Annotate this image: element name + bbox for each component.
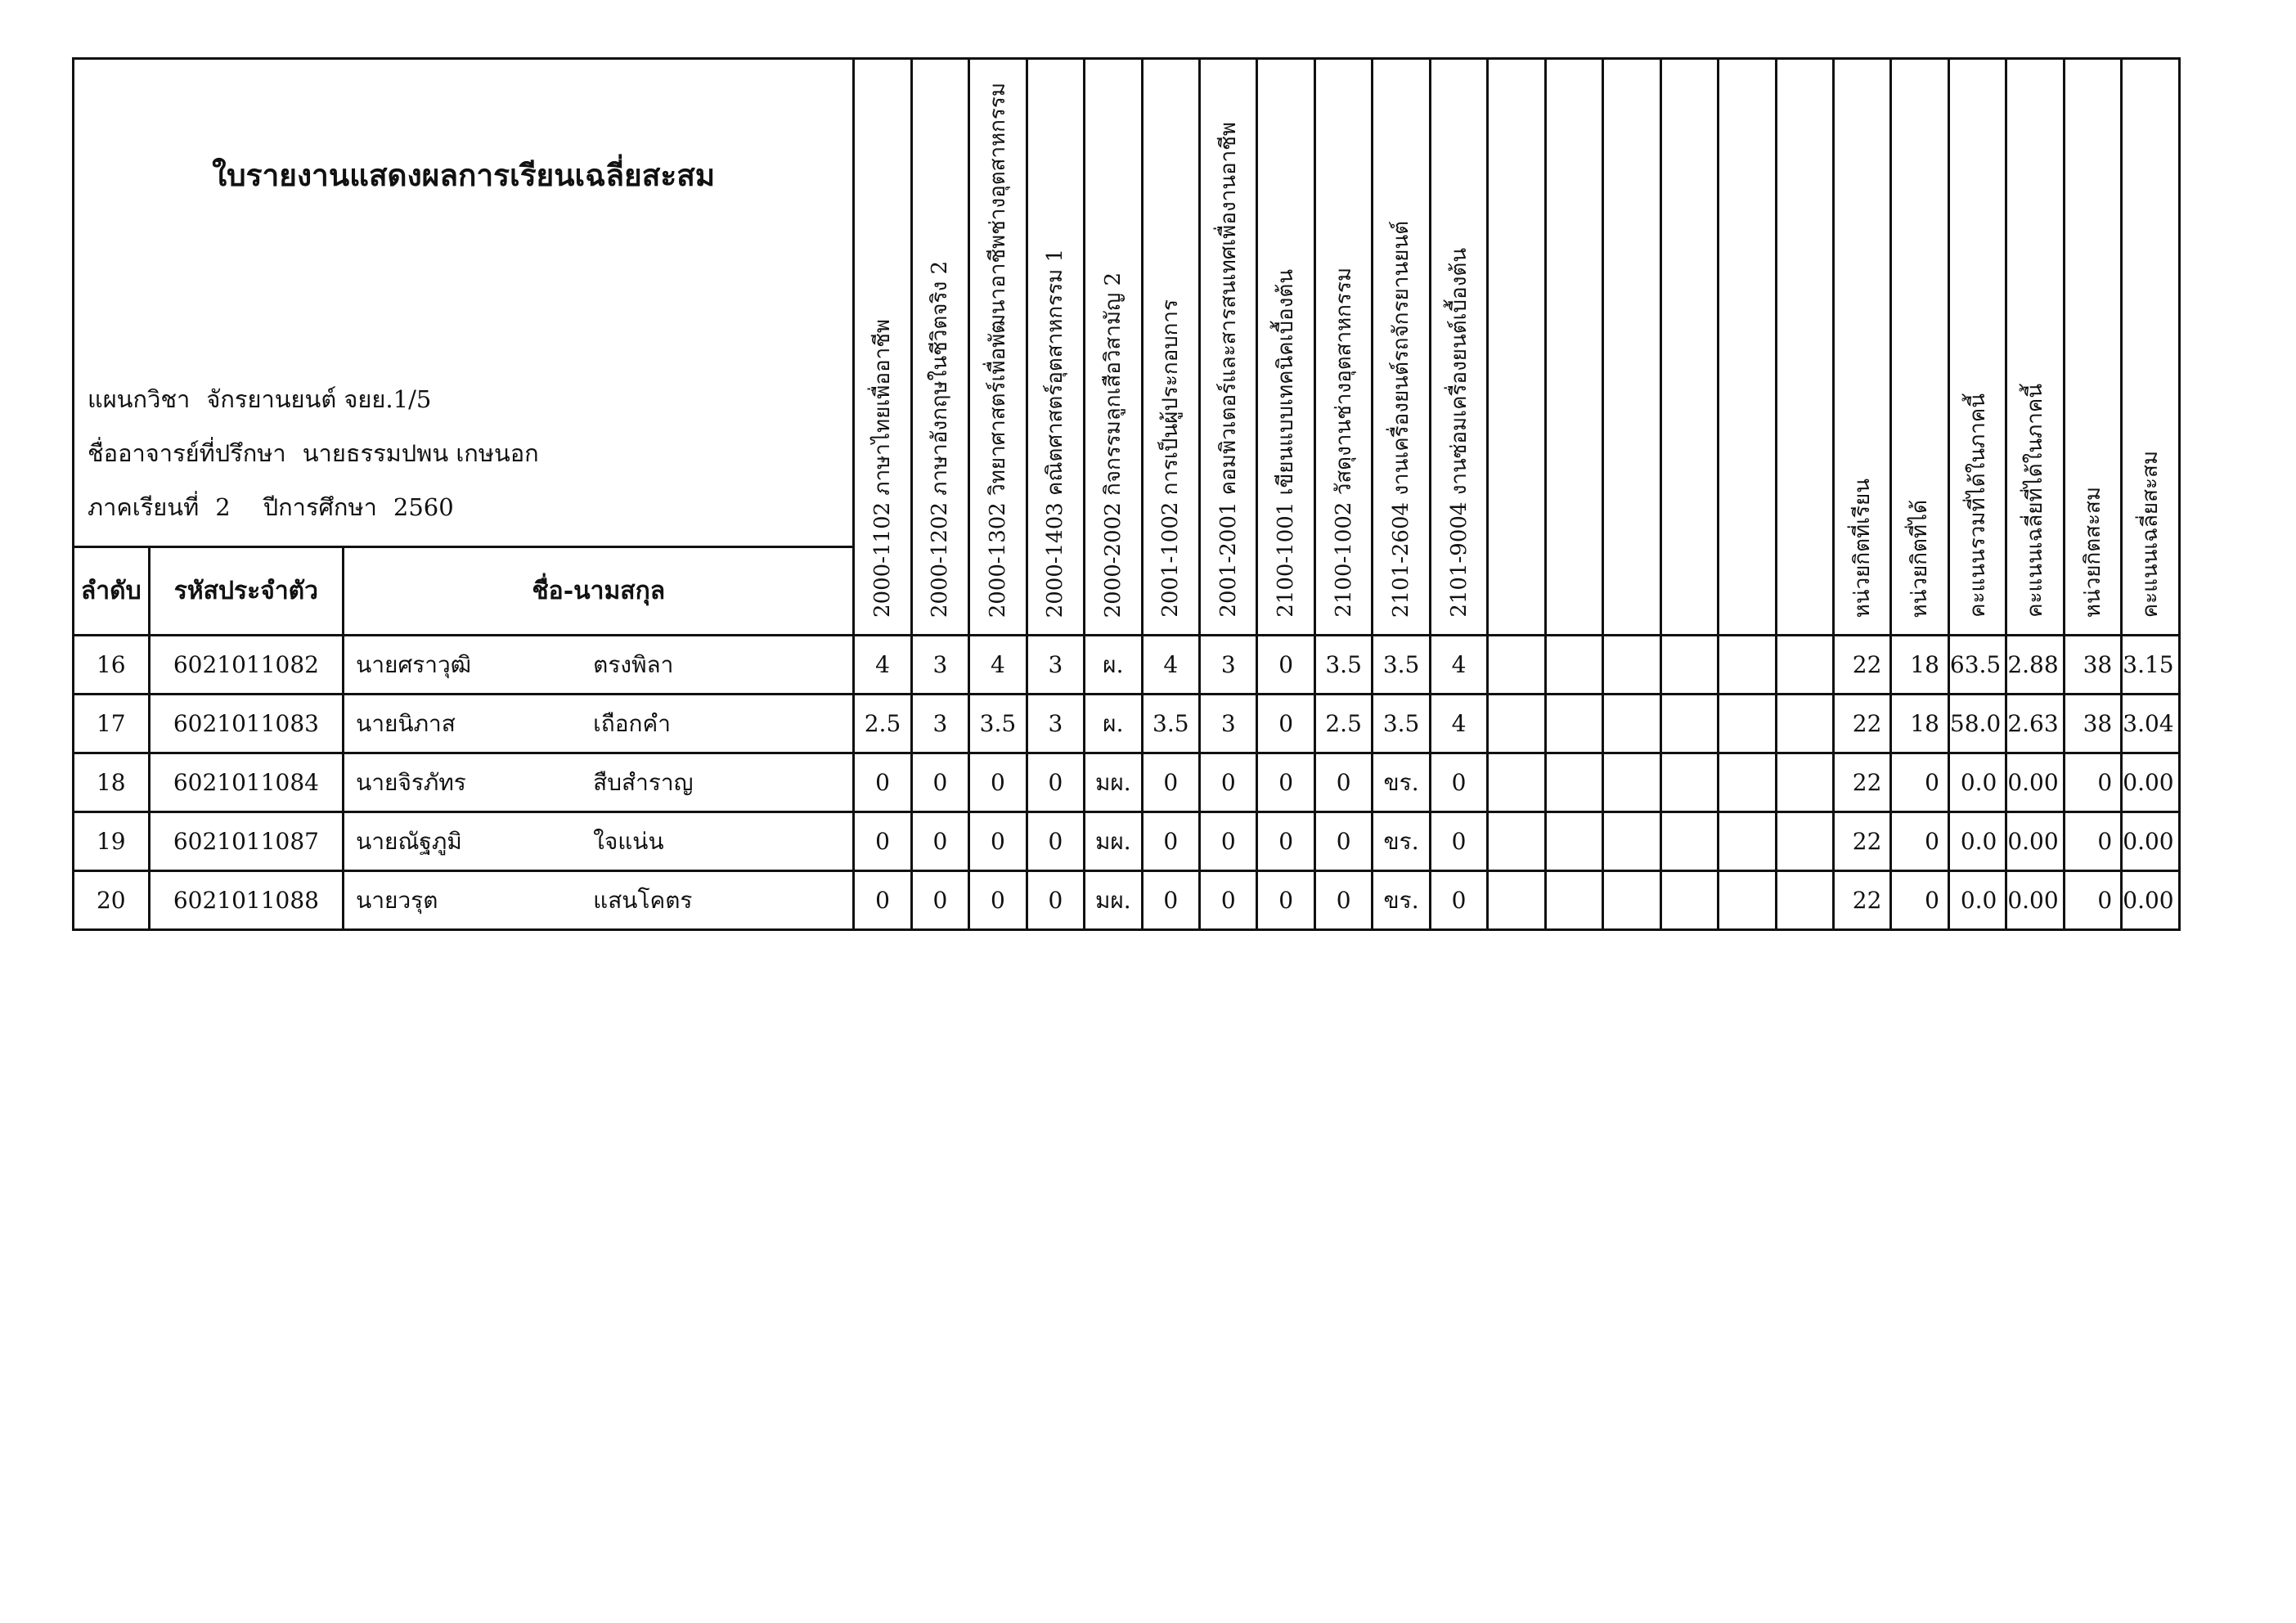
blank-subject-header (1545, 59, 1602, 636)
grade-cell: 3.5 (1373, 636, 1430, 695)
grade-cell: 0 (854, 871, 911, 930)
report-info-cell (74, 59, 854, 547)
grade-cell: ผ. (1085, 695, 1142, 753)
order-cell: 19 (74, 812, 150, 871)
header-text: คะแนนเฉลี่ยสะสม (2138, 450, 2163, 618)
grade-cell: 0 (911, 812, 968, 871)
first-name: นายจิรภัทร (356, 768, 466, 796)
last-name: ตรงพิลา (593, 650, 674, 678)
name-header: ชื่อ-นามสกุล (344, 547, 854, 636)
blank-grade-cell (1545, 695, 1602, 753)
header-text: 2000-1202 ภาษาอังกฤษในชีวิตจริง 2 (928, 260, 953, 618)
last-name: แสนโคตร (593, 886, 693, 914)
blank-grade-cell (1488, 812, 1545, 871)
grade-cell: 0 (1430, 871, 1487, 930)
grade-cell: 3 (1200, 636, 1257, 695)
grade-cell: 0 (1027, 871, 1084, 930)
blank-grade-cell (1776, 871, 1833, 930)
grade-cell: 0 (1257, 753, 1314, 812)
summary-cell: 0 (2064, 812, 2121, 871)
grade-cell: 4 (1430, 695, 1487, 753)
grade-cell: 4 (969, 636, 1027, 695)
header-text: 2100-1002 วัสดุงานช่างอุตสาหกรรม (1331, 268, 1356, 618)
grade-cell: 0 (969, 753, 1027, 812)
grade-cell: มผ. (1085, 753, 1142, 812)
blank-grade-cell (1719, 695, 1776, 753)
blank-grade-cell (1776, 753, 1833, 812)
grade-cell: 0 (1314, 812, 1372, 871)
grade-cell: 0 (1142, 812, 1199, 871)
student-id-cell: 6021011082 (149, 636, 344, 695)
blank-grade-cell (1719, 753, 1776, 812)
department-label: แผนกวิชา (88, 385, 191, 413)
order-cell: 18 (74, 753, 150, 812)
subject-header (854, 59, 911, 636)
student-name-cell (344, 636, 854, 695)
summary-header (2122, 59, 2180, 636)
table-row (74, 753, 2180, 812)
table-row (74, 695, 2180, 753)
grade-cell: 0 (1257, 695, 1314, 753)
summary-cell: 0.0 (1948, 753, 2006, 812)
grade-cell: ผ. (1085, 636, 1142, 695)
subject-header (1257, 59, 1314, 636)
blank-grade-cell (1603, 695, 1660, 753)
header-text: 2101-2604 งานเครื่องยนต์รถจักรยานยนต์ (1389, 220, 1414, 618)
summary-cell: 0.0 (1948, 871, 2006, 930)
student-name-cell (344, 812, 854, 871)
order-header: ลำดับ (74, 547, 150, 636)
report-meta (88, 372, 539, 534)
blank-grade-cell (1545, 812, 1602, 871)
header-text: 2101-9004 งานซ่อมเครื่องยนต์เบื้องต้น (1446, 248, 1472, 618)
grade-cell: ขร. (1373, 753, 1430, 812)
grade-cell: 2.5 (854, 695, 911, 753)
blank-grade-cell (1660, 695, 1718, 753)
blank-grade-cell (1603, 636, 1660, 695)
grade-cell: 3 (911, 695, 968, 753)
summary-cell: 0.00 (2122, 753, 2180, 812)
blank-grade-cell (1660, 871, 1718, 930)
last-name: เถือกคำ (593, 709, 671, 737)
header-text: 2001-1002 การเป็นผู้ประกอบการ (1158, 299, 1184, 618)
grade-cell: 0 (854, 812, 911, 871)
term-value: 2 (215, 493, 231, 521)
grade-cell: 0 (1200, 871, 1257, 930)
blank-grade-cell (1776, 812, 1833, 871)
header-text: หน่วยกิตที่ได้ (1907, 499, 1933, 618)
table-row (74, 636, 2180, 695)
table-row (74, 871, 2180, 930)
department-line (88, 372, 539, 426)
advisor-label: ชื่ออาจารย์ที่ปรึกษา (88, 439, 286, 467)
subject-header (969, 59, 1027, 636)
summary-cell: 0.0 (1948, 812, 2006, 871)
summary-cell: 0.00 (2122, 871, 2180, 930)
summary-cell: 38 (2064, 636, 2121, 695)
blank-subject-header (1603, 59, 1660, 636)
grade-cell: 0 (1257, 812, 1314, 871)
grade-cell: 0 (969, 812, 1027, 871)
student-name-cell (344, 753, 854, 812)
grade-cell: 0 (1142, 871, 1199, 930)
summary-cell: 0 (2064, 753, 2121, 812)
grade-cell: 0 (911, 753, 968, 812)
grade-cell: 0 (1314, 871, 1372, 930)
subject-header (1430, 59, 1487, 636)
grade-cell: มผ. (1085, 812, 1142, 871)
blank-subject-header (1719, 59, 1776, 636)
summary-cell: 0 (2064, 871, 2121, 930)
grade-cell: 3 (1027, 636, 1084, 695)
grade-cell: 0 (1142, 753, 1199, 812)
table-row (74, 812, 2180, 871)
blank-grade-cell (1719, 812, 1776, 871)
subject-header (1200, 59, 1257, 636)
subject-header (1027, 59, 1084, 636)
summary-cell: 0.00 (2122, 812, 2180, 871)
student-id-cell: 6021011087 (149, 812, 344, 871)
order-cell: 16 (74, 636, 150, 695)
grade-cell: 2.5 (1314, 695, 1372, 753)
blank-grade-cell (1776, 695, 1833, 753)
header-text: 2000-1403 คณิตศาสตร์อุตสาหกรรม 1 (1043, 248, 1068, 618)
student-id-header: รหัสประจำตัว (149, 547, 344, 636)
summary-cell: 38 (2064, 695, 2121, 753)
grade-cell: ขร. (1373, 812, 1430, 871)
grade-cell: 3 (1027, 695, 1084, 753)
grade-cell: 0 (1430, 753, 1487, 812)
blank-grade-cell (1660, 812, 1718, 871)
summary-header (2064, 59, 2121, 636)
header-text: หน่วยกิตที่เรียน (1849, 478, 1875, 618)
grade-cell: 0 (1257, 636, 1314, 695)
summary-cell: 22 (1833, 812, 1890, 871)
first-name: นายนิภาส (356, 709, 456, 737)
header-text: หน่วยกิตสะสม (2080, 486, 2105, 618)
blank-grade-cell (1603, 871, 1660, 930)
summary-cell: 18 (1891, 636, 1948, 695)
grade-cell: 0 (1200, 812, 1257, 871)
grade-cell: 0 (1314, 753, 1372, 812)
last-name: ใจแน่น (593, 827, 664, 855)
grade-cell: 0 (1027, 812, 1084, 871)
order-cell: 17 (74, 695, 150, 753)
summary-header (1891, 59, 1948, 636)
summary-cell: 22 (1833, 753, 1890, 812)
grade-cell: 3.5 (1142, 695, 1199, 753)
grade-cell: 3 (1200, 695, 1257, 753)
summary-cell: 3.15 (2122, 636, 2180, 695)
subject-header (1085, 59, 1142, 636)
first-name: นายวรุต (356, 886, 438, 914)
header-text: 2000-2002 กิจกรรมลูกเสือวิสามัญ 2 (1100, 272, 1126, 618)
student-id-cell: 6021011084 (149, 753, 344, 812)
advisor-value: นายธรรมปพน เกษนอก (302, 439, 539, 467)
blank-grade-cell (1603, 753, 1660, 812)
header-text: 2001-2001 คอมพิวเตอร์และสารสนเทศเพื่องานอาชีพ (1215, 122, 1241, 618)
header-text: 2100-1001 เขียนแบบเทคนิคเบื้องต้น (1274, 269, 1299, 618)
grade-cell: 3.5 (969, 695, 1027, 753)
summary-cell: 22 (1833, 695, 1890, 753)
blank-grade-cell (1660, 753, 1718, 812)
blank-grade-cell (1545, 636, 1602, 695)
grade-cell: มผ. (1085, 871, 1142, 930)
grade-cell: 4 (1430, 636, 1487, 695)
summary-cell: 2.88 (2006, 636, 2064, 695)
year-value: 2560 (393, 493, 454, 521)
summary-header (1833, 59, 1890, 636)
subject-header (1142, 59, 1199, 636)
header-text: 2000-1102 ภาษาไทยเพื่ออาชีพ (870, 319, 895, 618)
subject-header (911, 59, 968, 636)
grade-cell: 0 (969, 871, 1027, 930)
grade-cell: 3.5 (1314, 636, 1372, 695)
grade-cell: 0 (1430, 812, 1487, 871)
blank-subject-header (1776, 59, 1833, 636)
summary-cell: 0.00 (2006, 871, 2064, 930)
blank-grade-cell (1545, 753, 1602, 812)
summary-cell: 0.00 (2006, 812, 2064, 871)
last-name: สืบสำราญ (593, 768, 694, 796)
summary-cell: 18 (1891, 695, 1948, 753)
summary-cell: 63.5 (1948, 636, 2006, 695)
blank-grade-cell (1603, 812, 1660, 871)
summary-cell: 2.63 (2006, 695, 2064, 753)
grade-cell: 0 (1027, 753, 1084, 812)
summary-cell: 0.00 (2006, 753, 2064, 812)
summary-cell: 0 (1891, 753, 1948, 812)
first-name: นายณัฐภูมิ (356, 827, 462, 855)
term-label: ภาคเรียนที่ (88, 493, 200, 521)
grade-report-table (72, 57, 2181, 931)
student-name-cell (344, 871, 854, 930)
grade-cell: 4 (1142, 636, 1199, 695)
grade-cell: 3 (911, 636, 968, 695)
blank-grade-cell (1488, 753, 1545, 812)
summary-cell: 0 (1891, 871, 1948, 930)
summary-header (2006, 59, 2064, 636)
student-id-cell: 6021011083 (149, 695, 344, 753)
subject-header (1314, 59, 1372, 636)
blank-grade-cell (1488, 695, 1545, 753)
blank-grade-cell (1776, 636, 1833, 695)
grade-cell: 0 (911, 871, 968, 930)
header-text: 2000-1302 วิทยาศาสตร์เพื่อพัฒนาอาชีพช่างอุตสาหกรรม (985, 82, 1010, 618)
grade-cell: 0 (854, 753, 911, 812)
student-id-cell: 6021011088 (149, 871, 344, 930)
order-cell: 20 (74, 871, 150, 930)
grade-cell: 3.5 (1373, 695, 1430, 753)
blank-grade-cell (1545, 871, 1602, 930)
blank-subject-header (1660, 59, 1718, 636)
summary-cell: 22 (1833, 636, 1890, 695)
advisor-line (88, 426, 539, 480)
grade-cell: ขร. (1373, 871, 1430, 930)
summary-cell: 58.0 (1948, 695, 2006, 753)
summary-cell: 22 (1833, 871, 1890, 930)
blank-subject-header (1488, 59, 1545, 636)
blank-grade-cell (1488, 871, 1545, 930)
first-name: นายศราวุฒิ (356, 650, 471, 678)
summary-cell: 0 (1891, 812, 1948, 871)
year-label: ปีการศึกษา (263, 493, 377, 521)
blank-grade-cell (1660, 636, 1718, 695)
grade-cell: 0 (1257, 871, 1314, 930)
header-text: คะแนนรวมที่ได้ในภาคนี้ (1965, 393, 1990, 618)
subject-header (1373, 59, 1430, 636)
grade-cell: 4 (854, 636, 911, 695)
blank-grade-cell (1488, 636, 1545, 695)
grade-cell: 0 (1200, 753, 1257, 812)
header-text: คะแนนเฉลี่ยที่ได้ในภาคนี้ (2023, 384, 2048, 618)
summary-cell: 3.04 (2122, 695, 2180, 753)
report-title: ใบรายงานแสดงผลการเรียนเฉลี่ยสะสม (212, 157, 716, 193)
term-line (88, 480, 539, 534)
student-name-cell (344, 695, 854, 753)
blank-grade-cell (1719, 636, 1776, 695)
summary-header (1948, 59, 2006, 636)
blank-grade-cell (1719, 871, 1776, 930)
department-value: จักรยานยนต์ จยย.1/5 (206, 385, 432, 413)
